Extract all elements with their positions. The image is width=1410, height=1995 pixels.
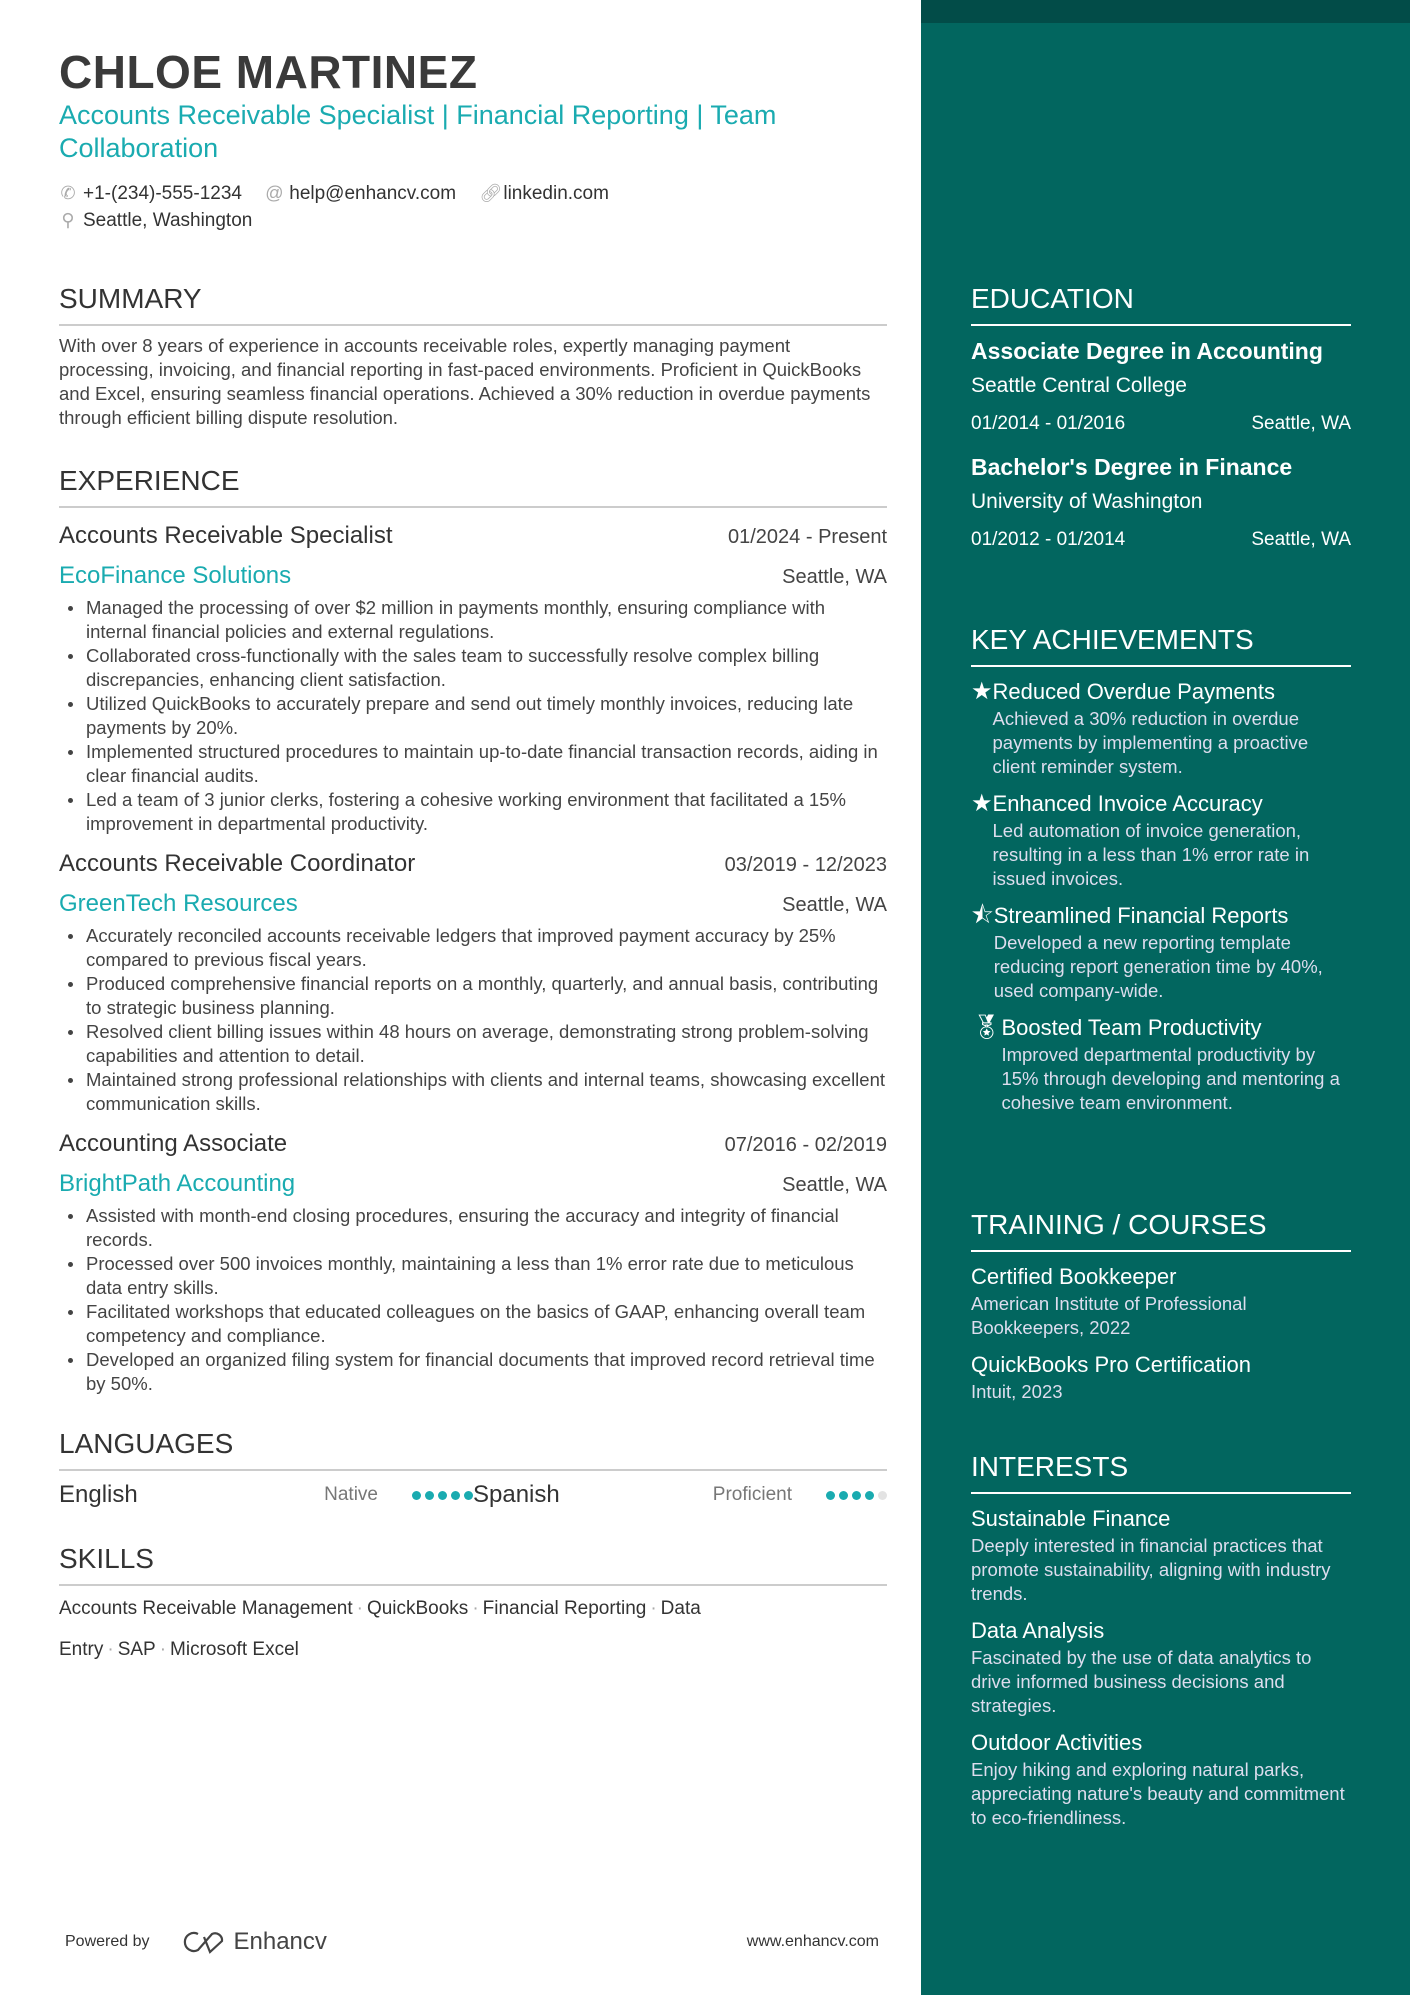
job-title: Accounts Receivable Specialist [59,522,393,549]
separator-dot: · [356,1598,363,1619]
brand: Enhancv [233,1928,327,1955]
separator-dot: · [159,1639,167,1660]
phone: +1-(234)-555-1234 [83,183,242,204]
bullet-item: Collaborated cross-functionally with the sales team to successfully resolve complex billing discrepancies, enhancing client satisfaction. [59,644,887,692]
sidebar-top-strip [921,0,1410,23]
footer-url[interactable]: www.enhancv.com [746,1933,879,1950]
interest-desc: Fascinated by the use of data analytics to drive informed business decisions and strategies. [971,1647,1312,1716]
phone-icon: ✆ [60,183,76,203]
link-icon: 🔗︎ [479,183,503,203]
achievement-text [994,901,1351,1003]
job-entry [59,1124,887,1396]
achievement-desc: Developed a new reporting template reducing report generation time by 40%, used company-wide. [993,932,1323,1001]
bullet-item: Managed the processing of over $2 million in payments monthly, ensuring compliance with internal financial policies and external regulations. [59,596,887,644]
language-name: English [59,1481,138,1508]
achievement-desc: Led automation of invoice generation, resulting in a less than 1% error rate in issued invoices. [992,820,1310,889]
section-heading: KEY ACHIEVEMENTS [971,623,1351,667]
interest-item [971,1504,1351,1606]
interests-section [971,1450,1351,1830]
job-entry [59,516,887,836]
company-name: BrightPath Accounting [59,1170,296,1197]
interest-title: Data Analysis [971,1618,1105,1643]
location-pin-icon: ⚲ [61,210,75,230]
skill-item: SAP [117,1639,156,1660]
company-row [59,556,887,596]
achievement-item [971,901,1351,1003]
language-level: Proficient [712,1484,792,1505]
education-item [971,336,1351,442]
rating-dot [826,1491,835,1500]
job-header [59,844,887,884]
job-dates: 07/2016 - 02/2019 [724,1134,887,1156]
school: University of Washington [971,490,1203,513]
location: Seattle, Washington [83,210,253,231]
job-bullets [59,1204,887,1396]
skills-section [59,1542,887,1670]
summary-text: With over 8 years of experience in accounts receivable roles, expertly managing payment processing, invoicing, and financial reporting in fast-paced environments. Proficient in QuickBooks and Excel, ensuring seamless financial operations. Achieved a 30% reduction in overdue payments through efficient billing dispute resolution. [59,335,871,428]
achievements-section [971,623,1351,1115]
rating-dot [852,1491,861,1500]
star-icon: ★ [971,678,993,705]
job-header [59,1124,887,1164]
section-heading: SKILLS [59,1542,887,1586]
enhancv-logo-icon [178,1929,226,1955]
achievement-title: Boosted Team Productivity [1001,1015,1262,1040]
school: Seattle Central College [971,374,1187,397]
achievement-item [971,789,1351,891]
education-item [971,452,1351,558]
job-title: Accounts Receivable Coordinator [59,850,416,877]
job-entry [59,844,887,1116]
rating-dot [438,1491,447,1500]
achievement-title: Streamlined Financial Reports [993,903,1289,928]
degree: Associate Degree in Accounting [971,338,1323,364]
bullet-item: Processed over 500 invoices monthly, maintaining a less than 1% error rate due to meticulous data entry skills. [59,1252,887,1300]
section-heading: SUMMARY [59,282,887,326]
achievement-title: Enhanced Invoice Accuracy [992,791,1263,816]
achievement-text [1001,1013,1351,1115]
course-title: QuickBooks Pro Certification [971,1352,1251,1377]
company-name: GreenTech Resources [59,890,298,917]
skill-item: Financial Reporting [482,1598,647,1619]
course-desc: Intuit, 2023 [971,1381,1063,1402]
course-desc: American Institute of Professional Bookkeepers, 2022 [971,1293,1247,1338]
separator-dot: · [650,1598,657,1619]
education-dates: 01/2012 - 01/2014 [971,529,1126,550]
interest-title: Outdoor Activities [971,1730,1143,1755]
interest-item [971,1728,1351,1830]
bullet-item: Implemented structured procedures to maintain up-to-date financial transaction records, aiding in clear financial audits. [59,740,887,788]
rating-dot [865,1491,874,1500]
skill-item: Accounts Receivable Management [59,1598,353,1619]
job-dates: 03/2019 - 12/2023 [724,854,887,876]
separator-dot: · [472,1598,479,1619]
enhancv-logo[interactable] [178,1928,327,1956]
experience-section [59,464,887,1396]
section-heading: EDUCATION [971,282,1351,326]
proficiency-dots [412,1491,473,1500]
job-location: Seattle, WA [782,566,887,588]
contact-info [59,180,627,234]
degree: Bachelor's Degree in Finance [971,454,1293,480]
job-bullets [59,596,887,836]
skill-item: QuickBooks [366,1598,469,1619]
section-heading: INTERESTS [971,1450,1351,1494]
education-location: Seattle, WA [1251,413,1351,434]
education-section [971,282,1351,558]
job-title: Accounting Associate [59,1130,288,1157]
headline: Accounts Receivable Specialist | Financial Reporting | Team Collaboration [59,100,777,163]
achievement-desc: Achieved a 30% reduction in overdue payments by implementing a proactive client reminder system. [992,708,1309,777]
rating-dot [878,1491,887,1500]
bullet-item: Assisted with month-end closing procedures, ensuring the accuracy and integrity of financial records. [59,1204,887,1252]
job-bullets [59,924,887,1116]
bullet-item: Led a team of 3 junior clerks, fostering a cohesive working environment that facilitated a 15% improvement in departmental productivity. [59,788,887,836]
languages-section [59,1427,887,1509]
rating-dot [425,1491,434,1500]
section-heading: EXPERIENCE [59,464,887,508]
at-icon: @ [265,183,284,203]
rating-dot [451,1491,460,1500]
training-section [971,1208,1351,1404]
skills-list [59,1588,887,1670]
bullet-item: Developed an organized filing system for financial documents that improved record retrieval time by 50%. [59,1348,887,1396]
language-level: Native [324,1484,378,1505]
achievement-text [993,789,1351,891]
course-item [971,1262,1351,1340]
education-dates: 01/2014 - 01/2016 [971,413,1126,434]
language-name: Spanish [473,1481,560,1508]
job-location: Seattle, WA [782,894,887,916]
company-name: EcoFinance Solutions [59,562,292,589]
medal-icon: 🏅︎ [971,1014,1002,1041]
language-item [473,1481,887,1509]
proficiency-dots [826,1491,887,1500]
interest-desc: Deeply interested in financial practices that promote sustainability, aligning with industry trends. [971,1535,1331,1604]
company-row [59,1164,887,1204]
achievement-desc: Improved departmental productivity by 15% through developing and mentoring a cohesive team environment. [1001,1044,1340,1113]
job-dates: 01/2024 - Present [728,526,887,548]
linkedin[interactable]: linkedin.com [503,183,609,204]
bullet-item: Facilitated workshops that educated colleagues on the basics of GAAP, enhancing overall team competency and compliance. [59,1300,887,1348]
bullet-item: Utilized QuickBooks to accurately prepare and send out timely monthly invoices, reducing late payments by 20%. [59,692,887,740]
achievement-item [971,1013,1351,1115]
half-star-icon: ⯪ [971,902,994,929]
interest-item [971,1616,1351,1718]
education-location: Seattle, WA [1251,529,1351,550]
job-location: Seattle, WA [782,1174,887,1196]
course-item [971,1350,1351,1404]
rating-dot [412,1491,421,1500]
education-meta [971,406,1351,442]
bullet-item: Resolved client billing issues within 48 hours on average, demonstrating strong problem-solving capabilities and attention to detail. [59,1020,887,1068]
job-header [59,516,887,556]
footer [65,1928,879,1956]
achievement-item [971,677,1351,779]
star-icon: ★ [971,790,993,817]
bullet-item: Produced comprehensive financial reports on a monthly, quarterly, and annual basis, contributing to strategic business planning. [59,972,887,1020]
powered-by: Powered by [65,1933,150,1950]
sidebar [921,0,1410,1995]
separator-dot: · [107,1639,114,1660]
course-title: Certified Bookkeeper [971,1264,1177,1289]
skill-item: Data Entry [59,1598,701,1660]
interest-desc: Enjoy hiking and exploring natural parks, appreciating nature's beauty and commitment to eco-friendliness. [971,1759,1345,1828]
company-row [59,884,887,924]
skill-item: Microsoft Excel [170,1639,299,1660]
achievement-text [993,677,1351,779]
bullet-item: Accurately reconciled accounts receivable ledgers that improved payment accuracy by 25% compared to previous fiscal years. [59,924,887,972]
language-item [59,1481,473,1509]
rating-dot [839,1491,848,1500]
education-meta [971,522,1351,558]
section-heading: LANGUAGES [59,1427,887,1471]
bullet-item: Maintained strong professional relationships with clients and internal teams, showcasing excellent communication skills. [59,1068,887,1116]
summary-section [59,282,887,430]
rating-dot [464,1491,473,1500]
email[interactable]: help@enhancv.com [289,183,457,204]
section-heading: TRAINING / COURSES [971,1208,1351,1252]
interest-title: Sustainable Finance [971,1506,1171,1531]
candidate-name: CHLOE MARTINEZ [59,46,478,98]
achievement-title: Reduced Overdue Payments [992,679,1276,704]
